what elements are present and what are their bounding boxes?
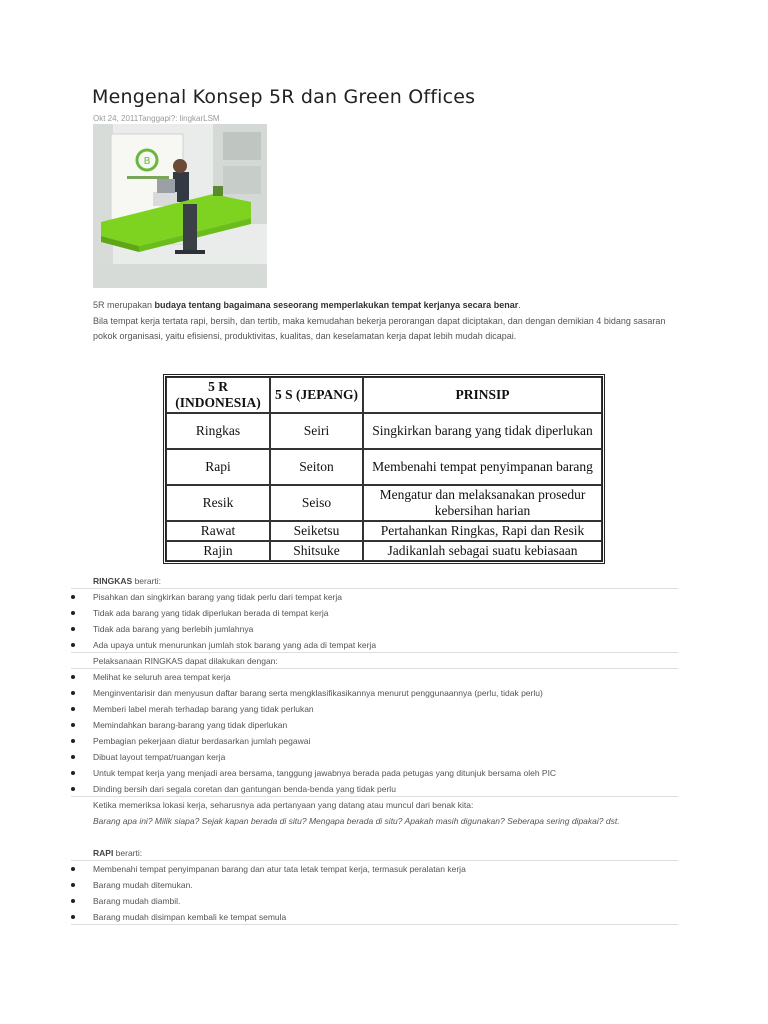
- table-cell: Seiton: [270, 449, 363, 485]
- list-item-text: Barang mudah ditemukan.: [93, 880, 193, 890]
- bullet-icon: [71, 611, 75, 615]
- list-item-text: Untuk tempat kerja yang menjadi area bersama, tanggung jawabnya berada pada petugas yang ditunjuk bersama oleh PIC: [93, 768, 557, 778]
- list-item: [0, 893, 768, 909]
- rapi-heading-bold: RAPI: [93, 848, 114, 858]
- table-cell: Shitsuke: [270, 541, 363, 561]
- list-item-text: Melihat ke seluruh area tempat kerja: [93, 672, 231, 682]
- bullet-icon: [71, 915, 75, 919]
- bullet-icon: [71, 867, 75, 871]
- table-cell: Resik: [166, 485, 270, 521]
- bullet-icon: [71, 899, 75, 903]
- table-cell: Jadikanlah sebagai suatu kebiasaan: [363, 541, 602, 561]
- content-list: [0, 573, 768, 925]
- list-item-text: Memindahkan barang-barang yang tidak diperlukan: [93, 720, 288, 730]
- list-item-text: Tidak ada barang yang tidak diperlukan berada di tempat kerja: [93, 608, 329, 618]
- table-cell: Mengatur dan melaksanakan prosedur kebersihan harian: [363, 485, 602, 521]
- article-meta[interactable]: Okt 24, 2011Tanggapi?: lingkarLSM: [93, 114, 220, 123]
- bullet-icon: [71, 707, 75, 711]
- table-header-cell: PRINSIP: [363, 377, 602, 413]
- intro-bold: budaya tentang bagaimana seseorang memperlakukan tempat kerjanya secara benar: [154, 300, 519, 310]
- intro-lead: 5R merupakan: [93, 300, 155, 310]
- list-item: [0, 701, 768, 717]
- rapi-heading: [0, 845, 768, 861]
- table-cell: Rawat: [166, 521, 270, 541]
- table-cell: Ringkas: [166, 413, 270, 449]
- list-item-text: Tidak ada barang yang berlebih jumlahnya: [93, 624, 254, 634]
- list-item-text: Barang mudah disimpan kembali ke tempat semula: [93, 912, 287, 922]
- table-row: [166, 541, 602, 561]
- table-row: [166, 449, 602, 485]
- table-row: [166, 413, 602, 449]
- list-item-text: Memberi label merah terhadap barang yang tidak perlukan: [93, 704, 314, 714]
- table-cell: Singkirkan barang yang tidak diperlukan: [363, 413, 602, 449]
- list-item: [0, 669, 768, 685]
- list-item-text: Dibuat layout tempat/ruangan kerja: [93, 752, 226, 762]
- table-header-cell: 5 R (INDONESIA): [166, 377, 270, 413]
- list-item: [0, 861, 768, 877]
- bullet-icon: [71, 755, 75, 759]
- office-photo: [93, 124, 267, 288]
- rapi-heading-rest: berarti:: [113, 848, 143, 858]
- svg-text:B: B: [143, 156, 151, 167]
- list-item-text: Ada upaya untuk menurunkan jumlah stok barang yang ada di tempat kerja: [93, 640, 377, 650]
- list-item-text: Membenahi tempat penyimpanan barang dan atur tata letak tempat kerja, termasuk peralatan kerja: [93, 864, 466, 874]
- list-item-text: Pisahkan dan singkirkan barang yang tidak perlu dari tempat kerja: [93, 592, 343, 602]
- table-cell: Rajin: [166, 541, 270, 561]
- intro-paragraph: [93, 298, 683, 313]
- list-item: [0, 685, 768, 701]
- list-item: [0, 781, 768, 797]
- table-row: [166, 521, 602, 541]
- table-header-row: [166, 377, 602, 413]
- bullet-icon: [71, 787, 75, 791]
- list-item: [0, 749, 768, 765]
- table-cell: Membenahi tempat penyimpanan barang: [363, 449, 602, 485]
- list-item-text: Menginventarisir dan menyusun daftar barang serta mengklasifikasikannya menurut penggunaannya (perlu, tidak perlu): [93, 688, 543, 698]
- list-item: [0, 589, 768, 605]
- bullet-icon: [71, 723, 75, 727]
- bullet-icon: [71, 883, 75, 887]
- intro-end: .: [518, 300, 521, 310]
- bullet-icon: [71, 595, 75, 599]
- table-cell: Pertahankan Ringkas, Rapi dan Resik: [363, 521, 602, 541]
- list-item-text: Dinding bersih dari segala coretan dan gantungan benda-benda yang tidak perlu: [93, 784, 396, 794]
- question-heading: Ketika memeriksa lokasi kerja, seharusnya ada pertanyaan yang datang atau muncul dari benak kita:: [93, 800, 474, 810]
- list-item: [0, 717, 768, 733]
- ringkas-heading: [0, 573, 768, 589]
- bullet-icon: [71, 627, 75, 631]
- list-item: [0, 605, 768, 621]
- ringkas-heading-rest: berarti:: [132, 576, 162, 586]
- table-cell: Seiketsu: [270, 521, 363, 541]
- prinsip-table: [163, 374, 605, 564]
- table-cell: Seiri: [270, 413, 363, 449]
- intro-paragraph-2: Bila tempat kerja tertata rapi, bersih, dan tertib, maka kemudahan bekerja perorangan dapat diciptakan, dan dengan demikian 4 bidang sasaran pokok organisasi, yaitu efisiensi, produktivitas, kualitas, dan keselamatan kerja dapat lebih mudah dicapai.: [93, 316, 666, 341]
- table-cell: Rapi: [166, 449, 270, 485]
- bullet-icon: [71, 771, 75, 775]
- list-item: [0, 909, 768, 925]
- list-item: [0, 621, 768, 637]
- list-item-text: Pembagian pekerjaan diatur berdasarkan jumlah pegawai: [93, 736, 311, 746]
- table-header-cell: 5 S (JEPANG): [270, 377, 363, 413]
- question-text: Barang apa ini? Milik siapa? Sejak kapan berada di situ? Mengapa berada di situ? Apakah masih digunakan? Seberapa sering dipakai? dst.: [93, 816, 620, 826]
- list-item: [0, 733, 768, 749]
- bullet-icon: [71, 643, 75, 647]
- table-cell: Seiso: [270, 485, 363, 521]
- ringkas-heading-bold: RINGKAS: [93, 576, 133, 586]
- bullet-icon: [71, 739, 75, 743]
- bullet-icon: [71, 691, 75, 695]
- list-item: [0, 765, 768, 781]
- office-photo-illustration: [93, 124, 267, 288]
- article-title: Mengenal Konsep 5R dan Green Offices: [92, 86, 476, 108]
- table-row: [166, 485, 602, 521]
- list-item: [0, 637, 768, 653]
- bullet-icon: [71, 675, 75, 679]
- list-item-text: Barang mudah diambil.: [93, 896, 181, 906]
- pelaksanaan-heading: Pelaksanaan RINGKAS dapat dilakukan dengan:: [0, 653, 768, 669]
- list-item: [0, 877, 768, 893]
